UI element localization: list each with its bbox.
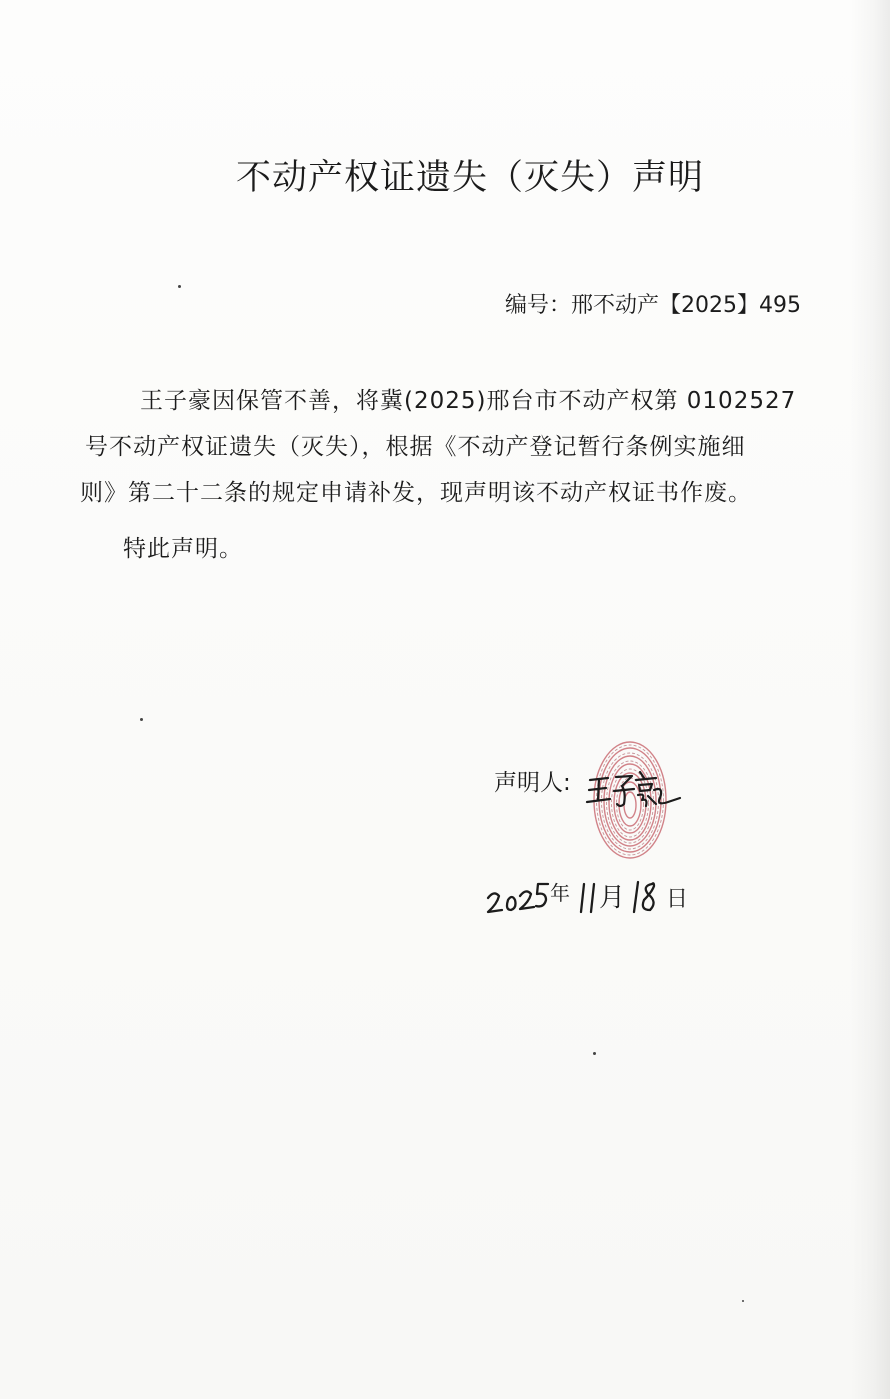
date-day-unit: 日 [666,887,689,912]
body-line-3: 则》第二十二条的规定申请补发，现声明该不动产权证书作废。 [80,480,752,506]
document-number: 编号：邢不动产【2025】495 [505,293,801,318]
body-line-1: 王子豪因保管不善，将冀(2025)邢台市不动产权第 0102527 [140,388,797,414]
body-line-2: 号不动产权证遗失（灭失），根据《不动产登记暂行条例实施细 [85,434,746,460]
scan-speck [742,1300,744,1302]
document-title: 不动产权证遗失（灭失）声明 [236,158,705,198]
closing-line: 特此声明。 [123,536,243,562]
handwritten-date [486,872,716,920]
signer-label: 声明人: [494,770,571,796]
date-month-unit: 月 [599,883,626,913]
scan-speck [140,718,143,721]
handwritten-signature [584,768,684,812]
scan-edge-shadow [850,0,890,1399]
scan-speck [593,1052,596,1055]
date-year-unit: 年 [550,881,570,905]
scan-speck [178,285,181,288]
